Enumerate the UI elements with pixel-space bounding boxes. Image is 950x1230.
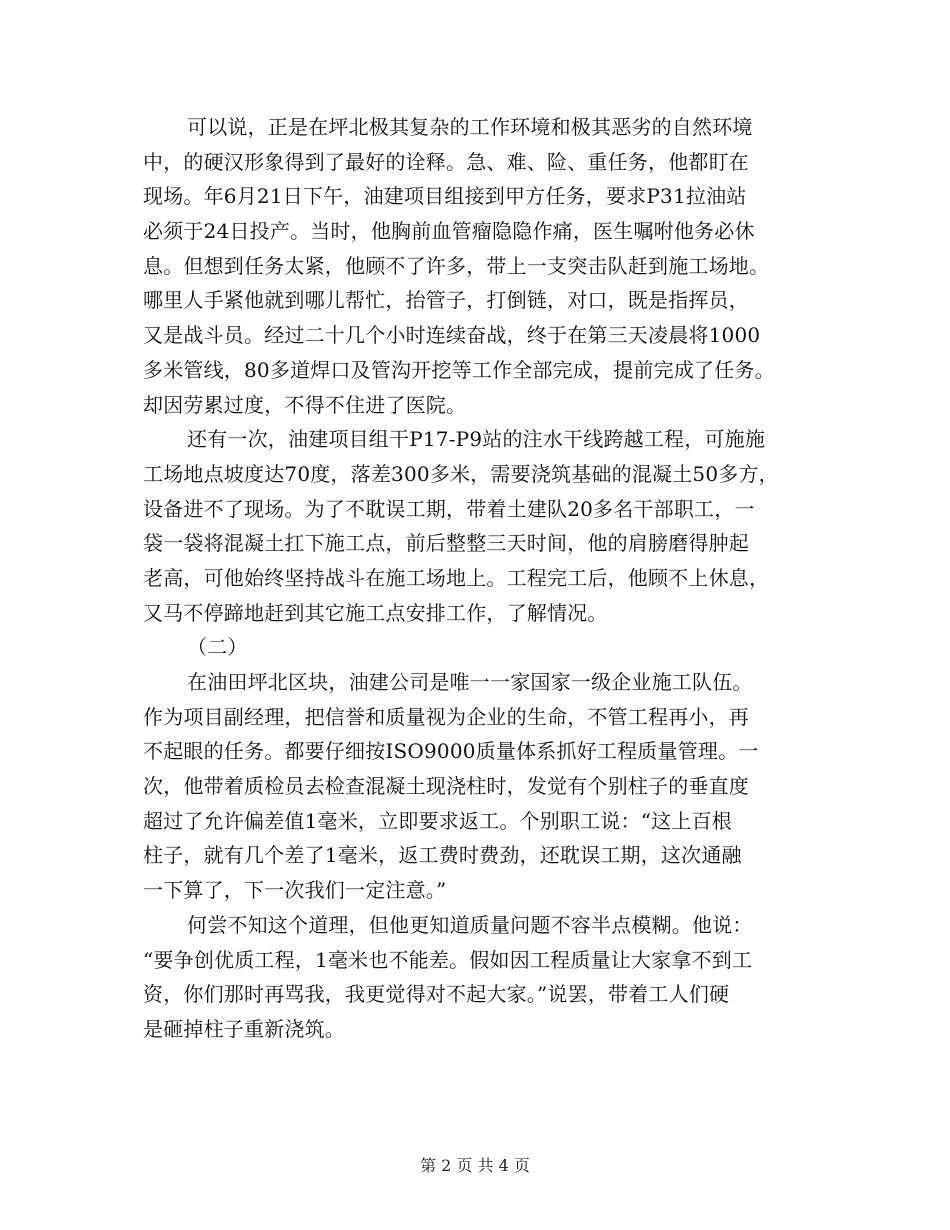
text-line: 还有一次，油建项目组干P17-P9站的注水干线跨越工程，可施施 [187,427,766,452]
text-line: 现场。年6月21日下午，油建项目组接到甲方任务，要求P31拉油站 [143,184,747,209]
text-line: 可以说，正是在坪北极其复杂的工作环境和极其恶劣的自然环境 [187,115,753,139]
page-footer: 第 2 页 共 4 页 [420,1156,530,1175]
text-line: 何尝不知这个道理，但他更知道质量问题不容半点模糊。他说： [187,912,753,937]
text-line: 不起眼的任务。都要仔细按ISO9000质量体系抓好工程质量管理。一 [143,739,759,764]
text-line: 在油田坪北区块，油建公司是唯一一家国家一级企业施工队伍。 [187,670,753,694]
text-line: 必须于24日投产。当时，他胸前血管瘤隐隐作痛，医生嘱咐他务必休 [143,219,755,244]
text-line: 又是战斗员。经过二十几个小时连续奋战，终于在第三天凌晨将1000 [143,323,761,348]
text-line: 中，的硬汉形象得到了最好的诠释。急、难、险、重任务，他都盯在 [143,149,749,174]
section-heading: （二） [187,635,248,660]
text-line: 工场地点坡度达70度，落差300多米，需要浇筑基础的混凝土50多方， [143,461,779,486]
text-line: 息。但想到任务太紧，他顾不了许多，带上一支突击队赶到施工场地。 [143,253,770,278]
text-line: “要争创优质工程，1毫米也不能差。假如因工程质量让大家拿不到工 [143,947,753,972]
text-line: 哪里人手紧他就到哪儿帮忙，抬管子，打倒链，对口，既是指挥员， [143,288,749,313]
text-line: 设备进不了现场。为了不耽误工期，带着土建队20多名干部职工，一 [143,496,755,521]
text-line: 次，他带着质检员去检查混凝土现浇柱时，发觉有个别柱子的垂直度 [143,774,749,799]
text-line: 是砸掉柱子重新浇筑。 [143,1016,345,1041]
text-line: 却因劳累过度，不得不住进了医院。 [143,392,467,417]
text-line: 老高，可他始终坚持战斗在施工场地上。工程完工后，他顾不上休息， [143,565,770,590]
text-line: 柱子，就有几个差了1毫米，返工费时费劲，还耽误工期，这次通融 [143,843,742,868]
text-line: 资，你们那时再骂我，我更觉得对不起大家。”说罢，带着工人们硬 [143,982,730,1007]
text-line: 作为项目副经理，把信誉和质量视为企业的生命，不管工程再小，再 [143,704,749,729]
text-line: 超过了允许偏差值1毫米，立即要求返工。个别职工说：“这上百根 [143,808,732,833]
text-line: 一下算了，下一次我们一定注意。” [143,878,447,903]
text-line: 袋一袋将混凝土扛下施工点，前后整整三天时间，他的肩膀磨得肿起 [143,531,749,556]
text-line: 又马不停蹄地赶到其它施工点安排工作，了解情况。 [143,600,608,625]
text-line: 多米管线，80多道焊口及管沟开挖等工作全部完成，提前完成了任务。 [143,357,775,382]
document-body [143,110,823,1047]
